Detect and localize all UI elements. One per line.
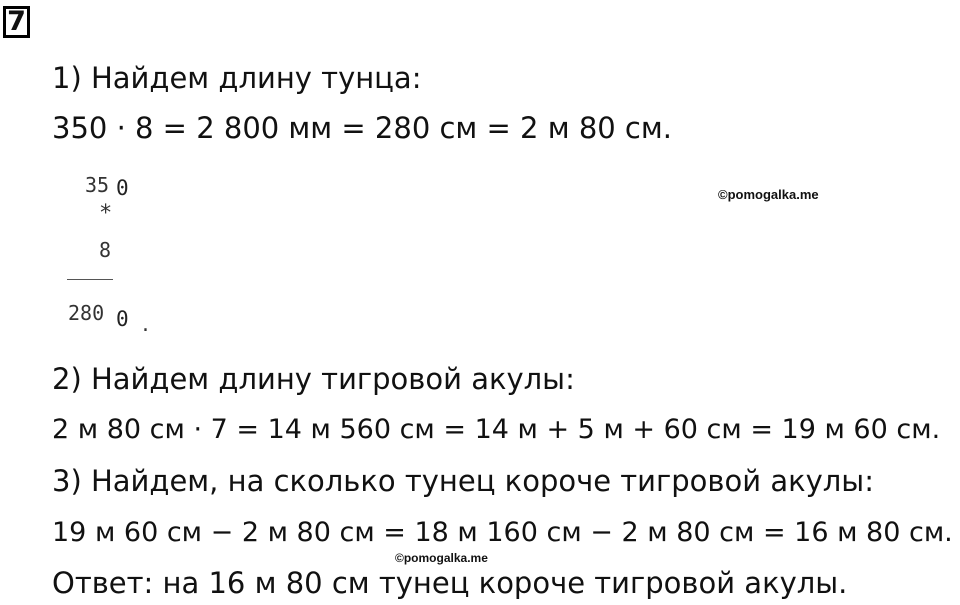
watermark: ©pomogalka.me: [395, 551, 488, 565]
step-2-heading: 2) Найдем длину тигровой акулы:: [52, 362, 575, 396]
column-calc-period: .: [142, 312, 149, 337]
column-calc-rule: [67, 279, 113, 280]
column-calc-multiplier: 8: [99, 238, 112, 262]
step-3-equation: 19 м 60 см − 2 м 80 см = 18 м 160 см − 2 м 80 см = 16 м 80 см.: [52, 517, 953, 548]
task-number-box: 7: [3, 6, 30, 38]
column-calc-result: 280: [68, 301, 105, 325]
step-2-equation: 2 м 80 см · 7 = 14 м 560 см = 14 м + 5 м + 60 см = 19 м 60 см.: [52, 414, 941, 445]
step-1-equation: 350 · 8 = 2 800 мм = 280 см = 2 м 80 см.: [52, 111, 672, 145]
answer-line: Ответ: на 16 м 80 см тунец короче тигровой акулы.: [52, 566, 848, 600]
step-3-heading: 3) Найдем, на сколько тунец короче тигровой акулы:: [52, 464, 874, 498]
step-1-heading: 1) Найдем длину тунца:: [52, 61, 422, 95]
watermark: ©pomogalka.me: [718, 187, 819, 202]
column-calc-result-zero: 0: [116, 307, 129, 331]
column-calc-multiplicand: 35: [85, 173, 110, 197]
column-calc-multiplicand-zero: 0: [116, 176, 129, 200]
column-calc-operator: *: [99, 201, 113, 226]
